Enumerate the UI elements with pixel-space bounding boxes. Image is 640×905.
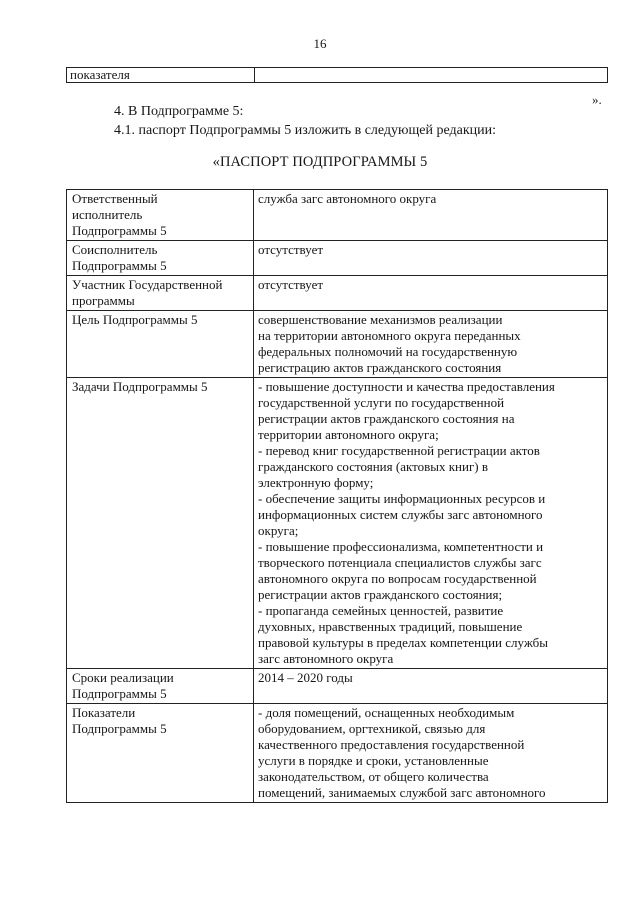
- row-label: [67, 276, 254, 311]
- passport-row-responsible: [67, 190, 608, 241]
- row-label: [67, 704, 254, 803]
- paragraph-item-4-1: 4.1. паспорт Подпрограммы 5 изложить в следующей редакции:: [114, 123, 497, 138]
- row-label: [67, 378, 254, 669]
- row-value: [254, 669, 608, 704]
- row-label-text: Цель Подпрограммы 5: [72, 312, 198, 327]
- row-value-text: отсутствует: [258, 277, 324, 292]
- continued-table-fragment: [66, 67, 608, 83]
- row-value: [254, 276, 608, 311]
- row-value: [254, 378, 608, 669]
- row-label-text: Ответственный исполнитель Подпрограммы 5: [72, 191, 167, 238]
- row-value-text: совершенствование механизмов реализации на территории автономного округа переданных федеральных полномочий на государственную регистрацию актов гражданского состояния: [258, 312, 521, 375]
- passport-table: [66, 189, 608, 803]
- row-value-text: служба загс автономного округа: [258, 191, 437, 206]
- row-label: [67, 241, 254, 276]
- row-label: [67, 669, 254, 704]
- row-label-text: Соисполнитель Подпрограммы 5: [72, 242, 167, 273]
- row-label: [67, 190, 254, 241]
- page-number: 16: [313, 36, 327, 51]
- row-value: [254, 311, 608, 378]
- row-label-text: Сроки реализации Подпрограммы 5: [72, 670, 174, 701]
- row-value-text: - повышение доступности и качества предоставления государственной услуги по государственной регистрации актов гражданского состояния на территории автономного округа; - перевод книг государственной регистрации актов гражданского состояния (актовых книг) в электронную форму; - обеспечение защиты информационных ресурсов и информационных систем службы загс автономного округа; - повышение профессионализма, компетентности и творческого потенциала специалистов службы загс автономного округа по вопросам государственной регистрации актов гражданского состояния; - пропаганда семейных ценностей, развитие духовных, нравственных традиций, повышение правовой культуры в пределах компетенции службы загс автономного округа: [258, 379, 555, 666]
- passport-row-coexecutor: [67, 241, 608, 276]
- row-value: [254, 190, 608, 241]
- closing-quote: ».: [592, 92, 602, 107]
- passport-row-participant: [67, 276, 608, 311]
- row-label-text: Задачи Подпрограммы 5: [72, 379, 208, 394]
- paragraph-section-4: 4. В Подпрограмме 5:: [114, 104, 244, 119]
- table-row: [67, 68, 608, 83]
- row-label-text: Показатели Подпрограммы 5: [72, 705, 167, 736]
- table-cell-right: [255, 68, 608, 83]
- passport-row-tasks: [67, 378, 608, 669]
- passport-row-goal: [67, 311, 608, 378]
- passport-row-indicators: [67, 704, 608, 803]
- row-value: [254, 704, 608, 803]
- passport-row-timeline: [67, 669, 608, 704]
- row-label: [67, 311, 254, 378]
- passport-title: «ПАСПОРТ ПОДПРОГРАММЫ 5: [212, 154, 428, 170]
- table-cell-left: показателя: [67, 68, 255, 83]
- row-label-text: Участник Государственной программы: [72, 277, 223, 308]
- row-value-text: отсутствует: [258, 242, 324, 257]
- row-value-text: - доля помещений, оснащенных необходимым оборудованием, оргтехникой, связью для качественного предоставления государственной услуги в порядке и сроки, установленные законодательством, от общего количества помещений, занимаемых службой загс автономного: [258, 705, 546, 800]
- row-value-text: 2014 – 2020 годы: [258, 670, 353, 685]
- row-value: [254, 241, 608, 276]
